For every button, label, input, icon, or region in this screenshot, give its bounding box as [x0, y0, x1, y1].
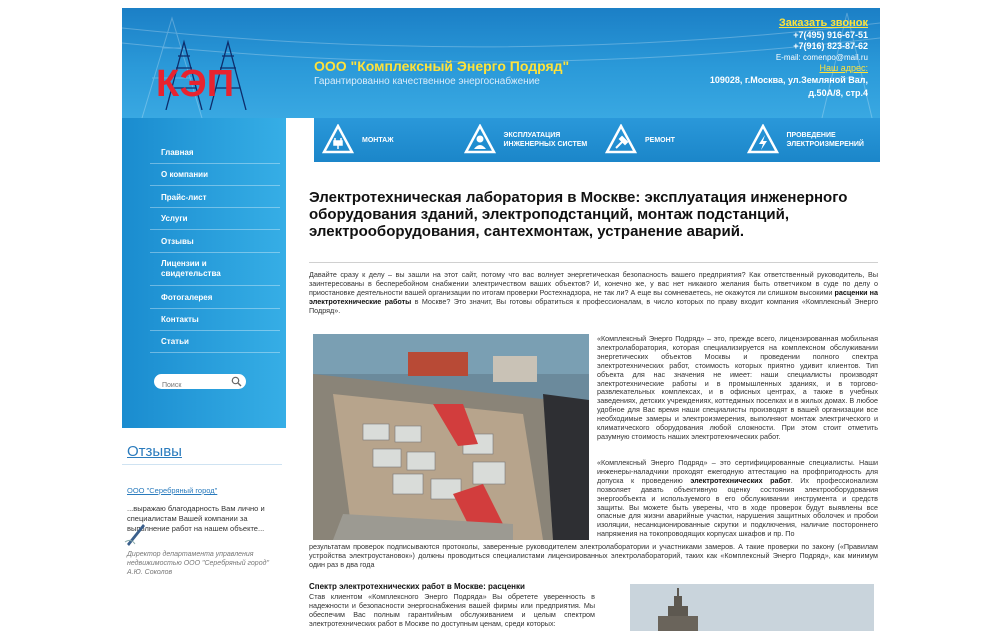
- nav-exploitation[interactable]: [456, 118, 598, 162]
- intro-bold-text: расценки на электротехнические работы: [309, 287, 878, 306]
- address-label: Наш адрес:: [819, 63, 868, 73]
- intro-text-2: в Москве? Это значит, Вы готовы обратиться к профессионалам, в число которых по праву входит компания «Комплексный Энерго Подряд».: [309, 296, 879, 315]
- contacts-block: [710, 16, 868, 100]
- nav-repair[interactable]: [597, 118, 739, 162]
- email[interactable]: E-mail: comenpo@mail.ru: [775, 53, 868, 62]
- spectrum-heading: Спектр электротехнических работ в Москве: расценки: [309, 582, 525, 591]
- sidebar-divider: [150, 285, 280, 286]
- sidebar-item-home[interactable]: Главная: [161, 148, 194, 157]
- nav-montage[interactable]: [314, 118, 456, 162]
- logo-text: КЭП: [156, 63, 235, 105]
- reviews-block: [122, 428, 286, 631]
- sidebar-item-contacts[interactable]: Контакты: [161, 315, 199, 324]
- right-column-paragraph-2: [597, 459, 878, 539]
- right-column-paragraph-1: «Комплексный Энерго Подряд» – это, прежде всего, лицензированная мобильная электролаборатория, которая специализируется на комплексном обслуживании энергетических объектов Москвы и проведении полного спектра электротехнических работ, стоимость которых приятно удивит клиентов. Тип объекта для нас значения не имеет: наши специалисты производят электротехнические работы и в промышленных зданиях, и в торгово-развлекательных комплексах, и в офисных центрах, а также в учебных заведениях, детских учреждениях, коттеджных поселках и в жилых домах. В любое удобное для Вас время наши специалисты производят в вашей организации все необходимые замеры и электроизмерения, выполняют монтаж электрического и климатического оборудования любой сложности. При этом стоит отметить разумную стоимость наших электротехнических работ.: [597, 334, 878, 441]
- sidebar-item-gallery[interactable]: Фотогалерея: [161, 293, 213, 302]
- engineer-icon: [464, 124, 496, 156]
- full-width-paragraph: результатам проверок подписываются протоколы, заверенные руководителем электролаборатории и участниками замеров. А такие проверки по закону («Правилам устройства электроустановок») должны проводиться специалистами лицензированных электролабораторий, таких как «Комплексный Энерго Подряд», как минимум один раз в два года: [309, 542, 878, 569]
- rooftop-equipment-photo: [313, 334, 589, 540]
- spectrum-paragraph: Став клиентом «Комплексного Энерго Подряда» Вы обретете уверенность в надежности и безопасности энергоснабжения вашей фирмы или предприятия. Мы обеспечим Вас полным гарантийным обслуживанием и целым спектром электротехнических работ в Москве по доступным ценам, среди которых:: [309, 592, 595, 628]
- intro-text-1: Давайте сразу к делу – вы зашли на этот сайт, потому что вас волнует энергетическая безопасность вашего предприятия? Как ответственный руководитель, Вы заинтересованы в бесперебойном снабжении электричеством ваших объектов? И, конечно же, у вас нет никакого желания быть ответчиком в суде по делу о приостановке деятельности вашей организации по итогам проверки Ростехнадзора, не так ли? А еще вы сомневаетесь, не окажутся ли слишком высокими: [309, 270, 878, 297]
- sidebar-item-reviews[interactable]: Отзывы: [161, 237, 194, 246]
- lightning-icon: [747, 124, 779, 156]
- sidebar-divider: [150, 185, 280, 186]
- nav-label: МОНТАЖ: [362, 136, 394, 144]
- sidebar-divider: [150, 308, 280, 309]
- review-company-link[interactable]: ООО "Серебряный город": [127, 486, 218, 495]
- hammer-icon: [605, 124, 637, 156]
- moscow-building-photo: [630, 584, 874, 631]
- reviews-divider: [122, 464, 282, 465]
- top-navigation: [314, 118, 880, 162]
- sidebar-item-about[interactable]: О компании: [161, 170, 208, 179]
- phone-secondary: +7(916) 823-87-62: [793, 41, 868, 51]
- sidebar-item-services[interactable]: Услуги: [161, 214, 188, 223]
- nav-label: ПРОВЕДЕНИЕ ЭЛЕКТРОИЗМЕРЕНИЙ: [786, 132, 864, 148]
- search-input[interactable]: [154, 378, 224, 393]
- nav-measurements[interactable]: [739, 118, 881, 162]
- search-icon[interactable]: [231, 376, 242, 387]
- right-2-text-a: «Комплексный Энерго Подряд» – это сертифицированные специалисты. Наши инженеры-наладчики проходят ежегодную аттестацию на профпригодность для допуска к проведению: [597, 458, 878, 485]
- right-2-text-b: . Их профессионализм позволяет давать объективную оценку состояния электрооборудования энергообъекта и используемого в его обслуживании инструмента и средств защиты. Вы можете быть уверены, что в ходе проверок будут выявлены все опасные для жизни аварийные участки, нарушения защитных оболочек и пробои изоляции, несанкционированные скрутки и подключения, наличие постороннего напряжения на токопроводящих корпусах шкафов и пр. По: [597, 475, 878, 539]
- reviews-title[interactable]: Отзывы: [127, 443, 182, 460]
- phone-primary: +7(495) 916-67-51: [793, 30, 868, 40]
- title-divider: [309, 262, 878, 263]
- nav-label: ЭКСПЛУАТАЦИЯ ИНЖЕНЕРНЫХ СИСТЕМ: [503, 132, 588, 148]
- company-logo[interactable]: [150, 38, 260, 110]
- page-title: Электротехническая лаборатория в Москве: эксплуатация инженерного оборудования зданий, электроподстанций, монтаж подстанций, электрооборудования, сантехмонтаж, устранение аварий.: [309, 189, 848, 240]
- review-signature: Директор департамента управления недвижимостью ООО "Серебряный город" А.Ю. Соколов: [127, 551, 269, 576]
- right-2-bold-text: электротехнических работ: [690, 475, 791, 485]
- nav-label: РЕМОНТ: [645, 136, 675, 144]
- sidebar-divider: [150, 163, 280, 164]
- sidebar-item-pricelist[interactable]: Прайс-лист: [161, 193, 207, 202]
- header: [122, 8, 880, 118]
- address-line-1: 109028, г.Москва, ул.Земляной Вал,: [709, 75, 868, 85]
- intro-paragraph: [309, 271, 878, 316]
- sidebar-divider: [150, 207, 280, 208]
- callback-link[interactable]: Заказать звонок: [778, 17, 868, 29]
- sidebar-divider: [150, 330, 280, 331]
- company-name: ООО "Комплексный Энерго Подряд": [314, 58, 570, 74]
- review-text: ...выражаю благодарность Вам лично и специалистам Вашей компании за выполнение работ на нашем объекте...: [127, 504, 265, 533]
- pen-icon: [123, 520, 147, 546]
- sidebar-divider: [150, 229, 280, 230]
- sidebar-item-articles[interactable]: Статьи: [161, 337, 189, 346]
- sidebar-divider: [150, 252, 280, 253]
- plug-icon: [322, 124, 354, 156]
- sidebar: [122, 118, 286, 428]
- sidebar-divider: [150, 352, 280, 353]
- address-line-2: д.50А/8, стр.4: [808, 88, 868, 98]
- search-box: [154, 374, 246, 389]
- sidebar-item-licenses[interactable]: Лицензии и свидетельства: [161, 259, 221, 278]
- company-slogan: Гарантированно качественное энергоснабжение: [314, 76, 540, 87]
